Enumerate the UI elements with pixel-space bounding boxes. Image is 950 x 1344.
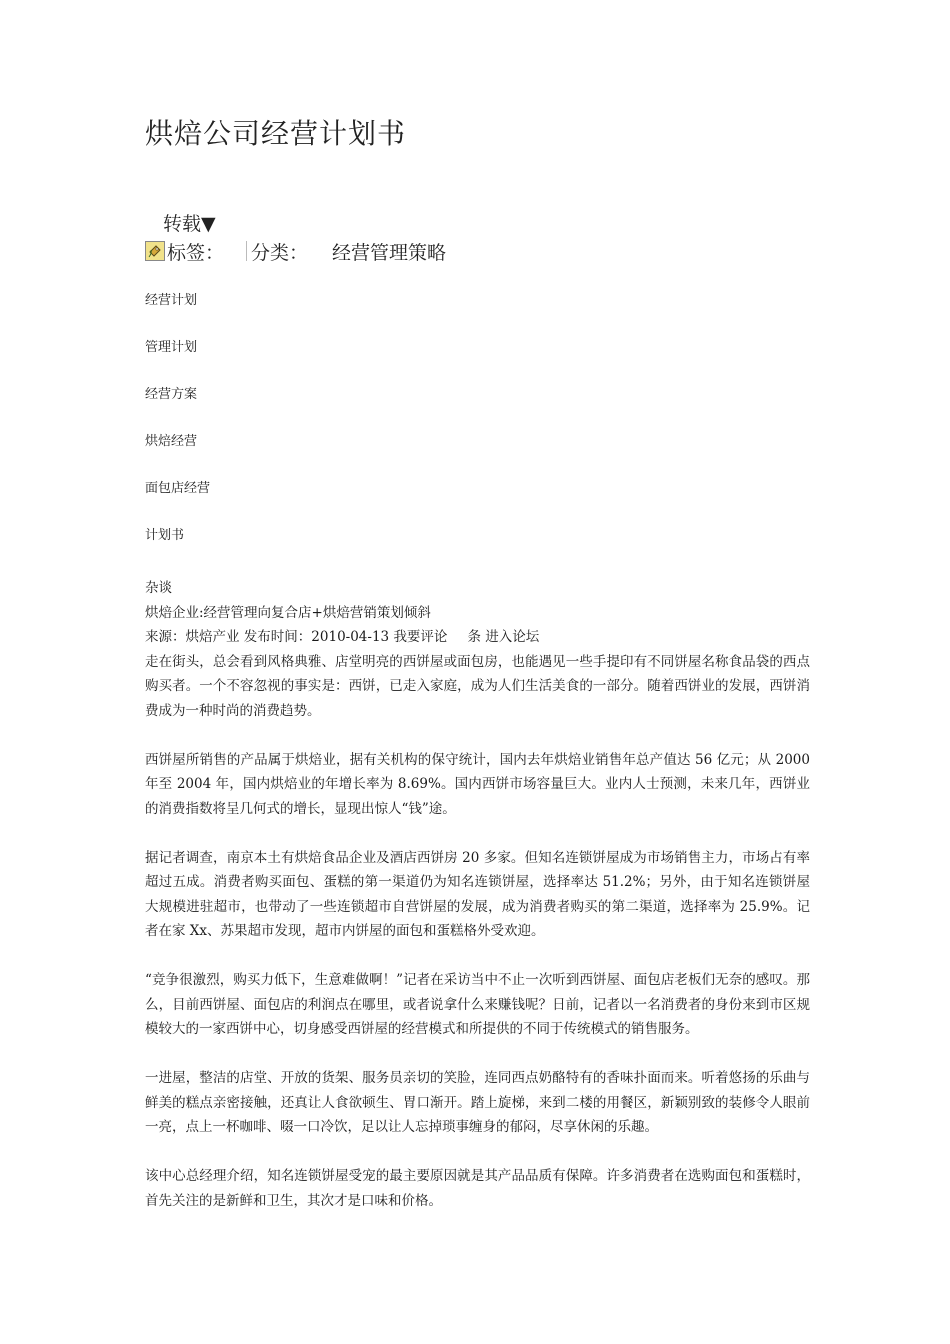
article-body bbox=[145, 576, 810, 1238]
tag-item[interactable]: 经营计划 bbox=[145, 293, 198, 308]
meta-row bbox=[145, 238, 446, 264]
article-headline: 烘焙企业:经营管理向复合店+烘焙营销策划倾斜 bbox=[145, 604, 431, 621]
tag-item[interactable]: 计划书 bbox=[145, 528, 185, 543]
forum-link[interactable]: 进入论坛 bbox=[485, 629, 540, 645]
article-paragraph: 西饼屋所销售的产品属于烘焙业，据有关机构的保守统计，国内去年烘焙业销售年总产值达 56 亿元；从 2000 年至 2004 年，国内烘焙业的年增长率为 8.69%。国内西饼市场容量巨大。业内人士预测，未来几年，西饼业的消费指数将呈几何式的增长，显现出惊人“钱”途。 bbox=[145, 751, 810, 817]
tag-item[interactable]: 经营方案 bbox=[145, 387, 198, 402]
article-paragraph: 该中心总经理介绍，知名连锁饼屋受宠的最主要原因就是其产品品质有保障。许多消费者在选购面包和蛋糕时，首先关注的是新鲜和卫生，其次才是口味和价格。 bbox=[145, 1168, 810, 1209]
source-line bbox=[145, 625, 810, 650]
article-paragraph: 走在街头，总会看到风格典雅、店堂明亮的西饼屋或面包房，也能遇见一些手提印有不同饼屋名称食品袋的西点购买者。一个不容忽视的事实是：西饼，已走入家庭，成为人们生活美食的一部分。随着西饼业的发展，西饼消费成为一种时尚的消费趋势。 bbox=[145, 653, 810, 719]
category-label: 分类： bbox=[251, 241, 309, 264]
tag-list bbox=[145, 292, 210, 574]
publish-time: 发布时间：2010-04-13 bbox=[243, 629, 390, 645]
category-link[interactable]: 经营管理策略 bbox=[332, 241, 447, 264]
tags-label: 标签： bbox=[167, 241, 225, 264]
comment-link[interactable]: 我要评论 bbox=[393, 629, 448, 645]
article-paragraph: “竞争很激烈，购买力低下，生意难做啊！”记者在采访当中不止一次听到西饼屋、面包店老板们无奈的感叹。那么，目前西饼屋、面包店的利润点在哪里，或者说拿什么来赚钱呢？日前，记者以一名消费者的身份来到市区规模较大的一家西饼中心，切身感受西饼屋的经营模式和所提供的不同于传统模式的销售服务。 bbox=[145, 972, 810, 1037]
tag-item[interactable]: 管理计划 bbox=[145, 340, 198, 355]
page-title: 烘焙公司经营计划书 bbox=[145, 117, 407, 150]
article-paragraph: 一进屋，整洁的店堂、开放的货架、服务员亲切的笑脸，连同西点奶酪特有的香味扑面而来。听着悠扬的乐曲与鲜美的糕点亲密接触，还真让人食欲顿生、胃口渐开。踏上旋梯，来到二楼的用餐区，新颖别致的装修令人眼前一亮，点上一杯咖啡、啜一口冷饮，足以让人忘掉琐事缠身的郁闷，尽享休闲的乐趣。 bbox=[145, 1070, 810, 1135]
source-text: 来源：烘焙产业 bbox=[145, 629, 240, 645]
repost-toggle[interactable]: 转载▼ bbox=[163, 213, 216, 235]
comment-count-unit: 条 bbox=[467, 629, 481, 645]
article-paragraph: 据记者调查，南京本土有烘焙食品企业及酒店西饼房 20 多家。但知名连锁饼屋成为市场销售主力，市场占有率超过五成。消费者购买面包、蛋糕的第一渠道仍为知名连锁饼屋，选择率达 51.2%；另外，由于知名连锁饼屋大规模进驻超市，也带动了一些连锁超市自营饼屋的发展，成为消费者购买的第二渠道，选择率为 25.9%。记者在家 Xx、苏果超市发现，超市内饼屋的面包和蛋糕格外受欢迎。 bbox=[145, 849, 810, 939]
section-label[interactable]: 杂谈 bbox=[145, 580, 172, 596]
tag-item[interactable]: 面包店经营 bbox=[145, 481, 211, 496]
meta-divider bbox=[246, 241, 247, 261]
tag-item[interactable]: 烘焙经营 bbox=[145, 434, 198, 449]
tag-icon bbox=[145, 241, 165, 261]
